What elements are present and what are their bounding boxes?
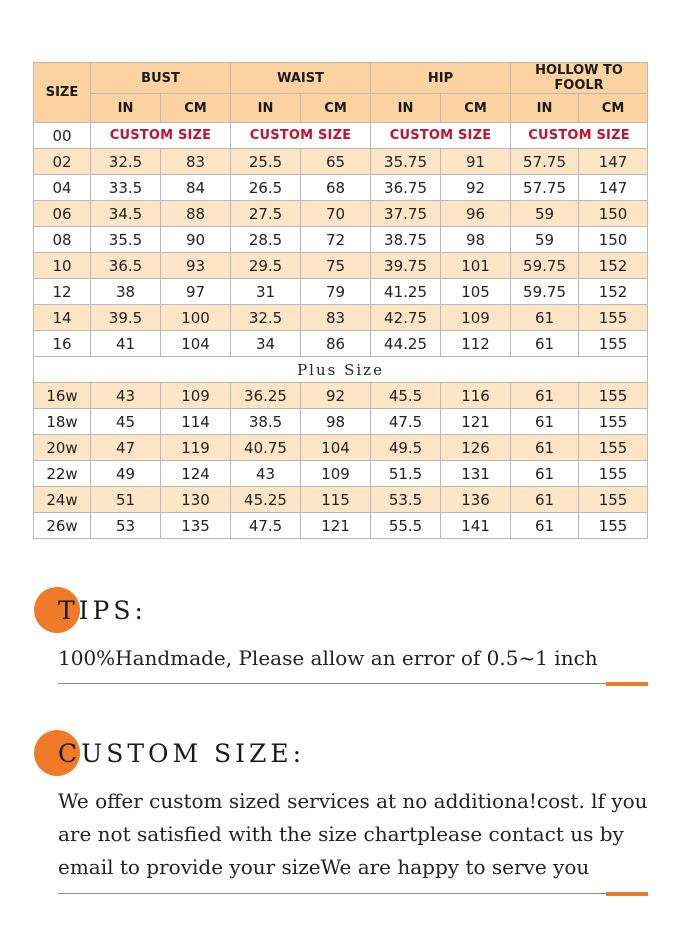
- measurement-cell: 59.75: [511, 279, 579, 305]
- hip-header: HIP: [371, 63, 511, 94]
- measurement-cell: 72: [301, 227, 371, 253]
- measurement-cell: 109: [441, 305, 511, 331]
- measurement-cell: 155: [579, 331, 648, 357]
- measurement-cell: 38: [91, 279, 161, 305]
- unit-header: IN: [231, 94, 301, 123]
- measurement-cell: 44.25: [371, 331, 441, 357]
- unit-header: IN: [91, 94, 161, 123]
- unit-header: IN: [511, 94, 579, 123]
- measurement-cell: 43: [231, 461, 301, 487]
- measurement-cell: 61: [511, 513, 579, 539]
- size-cell: 20w: [34, 435, 91, 461]
- measurement-cell: 61: [511, 305, 579, 331]
- measurement-cell: 38.5: [231, 409, 301, 435]
- measurement-cell: 28.5: [231, 227, 301, 253]
- custom-size-cell: CUSTOM SIZE: [371, 123, 511, 149]
- measurement-cell: 98: [301, 409, 371, 435]
- custom-size-cell: CUSTOM SIZE: [511, 123, 648, 149]
- measurement-cell: 61: [511, 383, 579, 409]
- measurement-cell: 79: [301, 279, 371, 305]
- plus-size-label: Plus Size: [34, 357, 648, 383]
- measurement-cell: 104: [301, 435, 371, 461]
- measurement-cell: 39.5: [91, 305, 161, 331]
- measurement-cell: 49.5: [371, 435, 441, 461]
- size-cell: 14: [34, 305, 91, 331]
- size-cell: 00: [34, 123, 91, 149]
- measurement-cell: 45.25: [231, 487, 301, 513]
- measurement-cell: 147: [579, 175, 648, 201]
- custom-divider: [58, 893, 648, 894]
- measurement-cell: 88: [161, 201, 231, 227]
- measurement-cell: 75: [301, 253, 371, 279]
- measurement-cell: 116: [441, 383, 511, 409]
- measurement-cell: 152: [579, 253, 648, 279]
- table-row: [34, 279, 648, 305]
- size-cell: 10: [34, 253, 91, 279]
- measurement-cell: 130: [161, 487, 231, 513]
- size-header: SIZE: [34, 63, 91, 123]
- custom-size-row: [34, 123, 648, 149]
- table-row: [34, 175, 648, 201]
- size-cell: 16w: [34, 383, 91, 409]
- measurement-cell: 36.25: [231, 383, 301, 409]
- tips-divider-accent: [606, 682, 648, 686]
- table-row: [34, 435, 648, 461]
- measurement-cell: 135: [161, 513, 231, 539]
- measurement-cell: 45.5: [371, 383, 441, 409]
- header-row-groups: [34, 63, 648, 94]
- size-chart-table: [33, 62, 648, 539]
- measurement-cell: 112: [441, 331, 511, 357]
- measurement-cell: 25.5: [231, 149, 301, 175]
- tips-divider: [58, 683, 648, 684]
- measurement-cell: 147: [579, 149, 648, 175]
- measurement-cell: 65: [301, 149, 371, 175]
- size-cell: 22w: [34, 461, 91, 487]
- measurement-cell: 40.75: [231, 435, 301, 461]
- measurement-cell: 114: [161, 409, 231, 435]
- measurement-cell: 47.5: [231, 513, 301, 539]
- measurement-cell: 141: [441, 513, 511, 539]
- size-cell: 08: [34, 227, 91, 253]
- unit-header: CM: [579, 94, 648, 123]
- measurement-cell: 36.75: [371, 175, 441, 201]
- measurement-cell: 91: [441, 149, 511, 175]
- plus-size-row: [34, 357, 648, 383]
- measurement-cell: 121: [441, 409, 511, 435]
- measurement-cell: 131: [441, 461, 511, 487]
- measurement-cell: 68: [301, 175, 371, 201]
- measurement-cell: 83: [161, 149, 231, 175]
- measurement-cell: 97: [161, 279, 231, 305]
- table-row: [34, 201, 648, 227]
- measurement-cell: 47.5: [371, 409, 441, 435]
- size-cell: 24w: [34, 487, 91, 513]
- measurement-cell: 35.5: [91, 227, 161, 253]
- unit-header: CM: [161, 94, 231, 123]
- measurement-cell: 61: [511, 331, 579, 357]
- bust-header: BUST: [91, 63, 231, 94]
- measurement-cell: 33.5: [91, 175, 161, 201]
- measurement-cell: 150: [579, 201, 648, 227]
- size-cell: 18w: [34, 409, 91, 435]
- measurement-cell: 31: [231, 279, 301, 305]
- measurement-cell: 34.5: [91, 201, 161, 227]
- measurement-cell: 42.75: [371, 305, 441, 331]
- table-row: [34, 253, 648, 279]
- measurement-cell: 51.5: [371, 461, 441, 487]
- measurement-cell: 126: [441, 435, 511, 461]
- measurement-cell: 26.5: [231, 175, 301, 201]
- measurement-cell: 136: [441, 487, 511, 513]
- measurement-cell: 53: [91, 513, 161, 539]
- measurement-cell: 150: [579, 227, 648, 253]
- measurement-cell: 51: [91, 487, 161, 513]
- table-row: [34, 331, 648, 357]
- measurement-cell: 29.5: [231, 253, 301, 279]
- tips-title: TIPS:: [58, 596, 147, 625]
- measurement-cell: 155: [579, 513, 648, 539]
- measurement-cell: 43: [91, 383, 161, 409]
- measurement-cell: 27.5: [231, 201, 301, 227]
- measurement-cell: 32.5: [91, 149, 161, 175]
- table-row: [34, 227, 648, 253]
- measurement-cell: 98: [441, 227, 511, 253]
- unit-header: CM: [441, 94, 511, 123]
- table-row: [34, 305, 648, 331]
- size-cell: 26w: [34, 513, 91, 539]
- measurement-cell: 119: [161, 435, 231, 461]
- measurement-cell: 100: [161, 305, 231, 331]
- measurement-cell: 61: [511, 461, 579, 487]
- table-row: [34, 149, 648, 175]
- measurement-cell: 84: [161, 175, 231, 201]
- measurement-cell: 59: [511, 201, 579, 227]
- measurement-cell: 96: [441, 201, 511, 227]
- size-cell: 04: [34, 175, 91, 201]
- waist-header: WAIST: [231, 63, 371, 94]
- measurement-cell: 57.75: [511, 175, 579, 201]
- measurement-cell: 61: [511, 409, 579, 435]
- unit-header: IN: [371, 94, 441, 123]
- measurement-cell: 47: [91, 435, 161, 461]
- measurement-cell: 104: [161, 331, 231, 357]
- measurement-cell: 155: [579, 461, 648, 487]
- measurement-cell: 61: [511, 435, 579, 461]
- measurement-cell: 34: [231, 331, 301, 357]
- size-cell: 16: [34, 331, 91, 357]
- measurement-cell: 59.75: [511, 253, 579, 279]
- measurement-cell: 92: [301, 383, 371, 409]
- size-cell: 02: [34, 149, 91, 175]
- custom-size-title: CUSTOM SIZE:: [58, 739, 306, 768]
- table-row: [34, 383, 648, 409]
- custom-size-cell: CUSTOM SIZE: [91, 123, 231, 149]
- unit-header: CM: [301, 94, 371, 123]
- measurement-cell: 59: [511, 227, 579, 253]
- measurement-cell: 39.75: [371, 253, 441, 279]
- size-cell: 12: [34, 279, 91, 305]
- measurement-cell: 155: [579, 305, 648, 331]
- measurement-cell: 90: [161, 227, 231, 253]
- measurement-cell: 109: [301, 461, 371, 487]
- table-row: [34, 461, 648, 487]
- tips-text: 100%Handmade, Please allow an error of 0.5~1 inch: [58, 646, 598, 670]
- measurement-cell: 86: [301, 331, 371, 357]
- measurement-cell: 105: [441, 279, 511, 305]
- measurement-cell: 152: [579, 279, 648, 305]
- header-row-units: [34, 94, 648, 123]
- custom-divider-accent: [606, 892, 648, 896]
- measurement-cell: 92: [441, 175, 511, 201]
- measurement-cell: 37.75: [371, 201, 441, 227]
- measurement-cell: 70: [301, 201, 371, 227]
- measurement-cell: 55.5: [371, 513, 441, 539]
- hollow-to-floor-header: HOLLOW TO FOOLR: [511, 63, 648, 94]
- measurement-cell: 155: [579, 487, 648, 513]
- measurement-cell: 38.75: [371, 227, 441, 253]
- measurement-cell: 41: [91, 331, 161, 357]
- measurement-cell: 101: [441, 253, 511, 279]
- measurement-cell: 155: [579, 383, 648, 409]
- measurement-cell: 49: [91, 461, 161, 487]
- table-row: [34, 513, 648, 539]
- measurement-cell: 36.5: [91, 253, 161, 279]
- measurement-cell: 109: [161, 383, 231, 409]
- measurement-cell: 83: [301, 305, 371, 331]
- measurement-cell: 115: [301, 487, 371, 513]
- measurement-cell: 53.5: [371, 487, 441, 513]
- measurement-cell: 155: [579, 409, 648, 435]
- measurement-cell: 93: [161, 253, 231, 279]
- measurement-cell: 41.25: [371, 279, 441, 305]
- custom-size-text: We offer custom sized services at no additiona!cost. lf you are not satisfied with the size chartplease contact us by email to provide your sizeWe are happy to serve you: [58, 789, 648, 879]
- measurement-cell: 124: [161, 461, 231, 487]
- size-cell: 06: [34, 201, 91, 227]
- table-row: [34, 409, 648, 435]
- measurement-cell: 32.5: [231, 305, 301, 331]
- custom-size-cell: CUSTOM SIZE: [231, 123, 371, 149]
- measurement-cell: 121: [301, 513, 371, 539]
- measurement-cell: 155: [579, 435, 648, 461]
- table-row: [34, 487, 648, 513]
- measurement-cell: 57.75: [511, 149, 579, 175]
- measurement-cell: 35.75: [371, 149, 441, 175]
- measurement-cell: 61: [511, 487, 579, 513]
- measurement-cell: 45: [91, 409, 161, 435]
